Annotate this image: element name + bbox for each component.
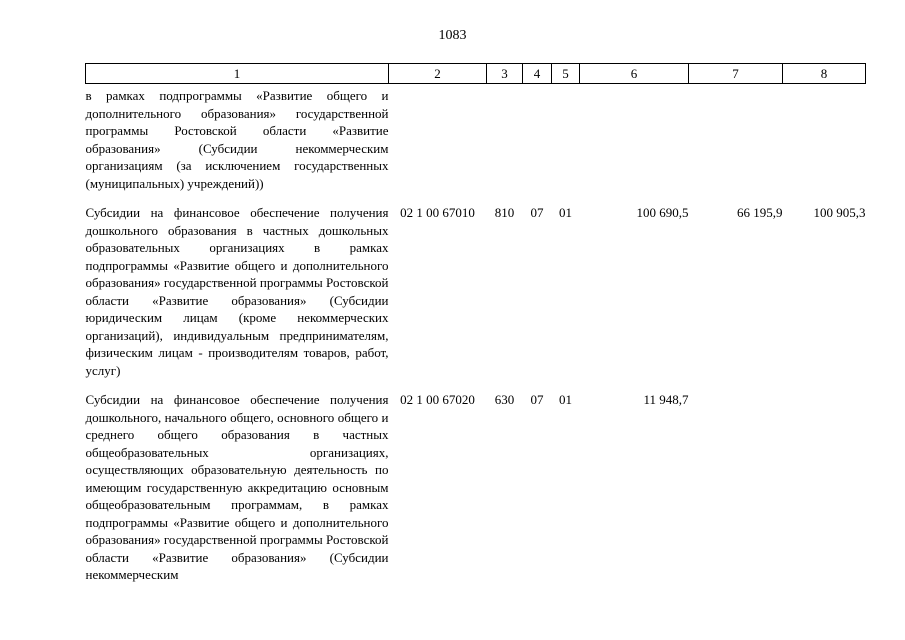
row-amount-year-2 xyxy=(689,379,783,584)
header-col-6: 6 xyxy=(580,64,689,84)
row-subsection: 01 xyxy=(559,205,572,220)
row-amount-year-2 xyxy=(689,84,783,193)
row-subsection: 01 xyxy=(559,392,572,407)
row-section: 07 xyxy=(530,392,544,407)
row-subsection xyxy=(552,84,580,193)
row-expense-type: 630 xyxy=(494,392,515,407)
row-amount-year-2: 66 195,9 xyxy=(737,205,783,220)
page-number: 1083 xyxy=(438,28,467,43)
header-col-7: 7 xyxy=(689,64,783,84)
row-description: Субсидии на финансовое обеспечение получения дошкольного, начального общего, основного общего и среднего общего образования в частных общеобразовательных организациях, осуществляющих образовательную деятельность по имеющим государственную аккредитацию основным общеобразовательным программам, в рамках подпрограммы «Развитие общего и дополнительного образования» государственной программы Ростовской области «Развитие образования» (Субсидии некоммерческим xyxy=(85,392,389,582)
budget-table xyxy=(85,63,866,584)
row-amount-year-1: 11 948,7 xyxy=(643,392,689,407)
row-amount-year-3: 100 905,3 xyxy=(813,205,866,220)
row-amount-year-3 xyxy=(783,379,866,584)
row-amount-year-1: 100 690,5 xyxy=(636,205,689,220)
row-target-code: 02 1 00 67020 xyxy=(400,392,475,407)
header-col-2: 2 xyxy=(389,64,487,84)
header-col-5: 5 xyxy=(552,64,580,84)
row-section: 07 xyxy=(530,205,544,220)
header-col-4: 4 xyxy=(523,64,552,84)
row-expense-type xyxy=(487,84,523,193)
row-target-code: 02 1 00 67010 xyxy=(400,205,475,220)
row-description: в рамках подпрограммы «Развитие общего и дополнительного образования» государственной программы Ростовской области «Развитие образования» (Субсидии некоммерческим организациям (за исключением государственных (муниципальных) учреждений)) xyxy=(85,88,389,191)
row-amount-year-3 xyxy=(783,84,866,193)
row-target-code xyxy=(389,84,487,193)
row-section xyxy=(523,84,552,193)
table-row xyxy=(86,192,866,379)
header-col-3: 3 xyxy=(487,64,523,84)
header-col-8: 8 xyxy=(783,64,866,84)
row-description: Субсидии на финансовое обеспечение получения дошкольного образования в частных дошкольных образовательных организациях в рамках подпрограммы «Развитие общего и дополнительного образования» государственной программы Ростовской области «Развитие образования» (Субсидии юридическим лицам (кроме некоммерческих организаций), индивидуальным предпринимателям, физическим лицам - производителям товаров, работ, услуг) xyxy=(85,205,389,378)
row-expense-type: 810 xyxy=(494,205,515,220)
table-row xyxy=(86,379,866,584)
header-col-1: 1 xyxy=(86,64,389,84)
table-row xyxy=(86,84,866,193)
row-amount-year-1 xyxy=(580,84,689,193)
header-row xyxy=(86,64,866,84)
